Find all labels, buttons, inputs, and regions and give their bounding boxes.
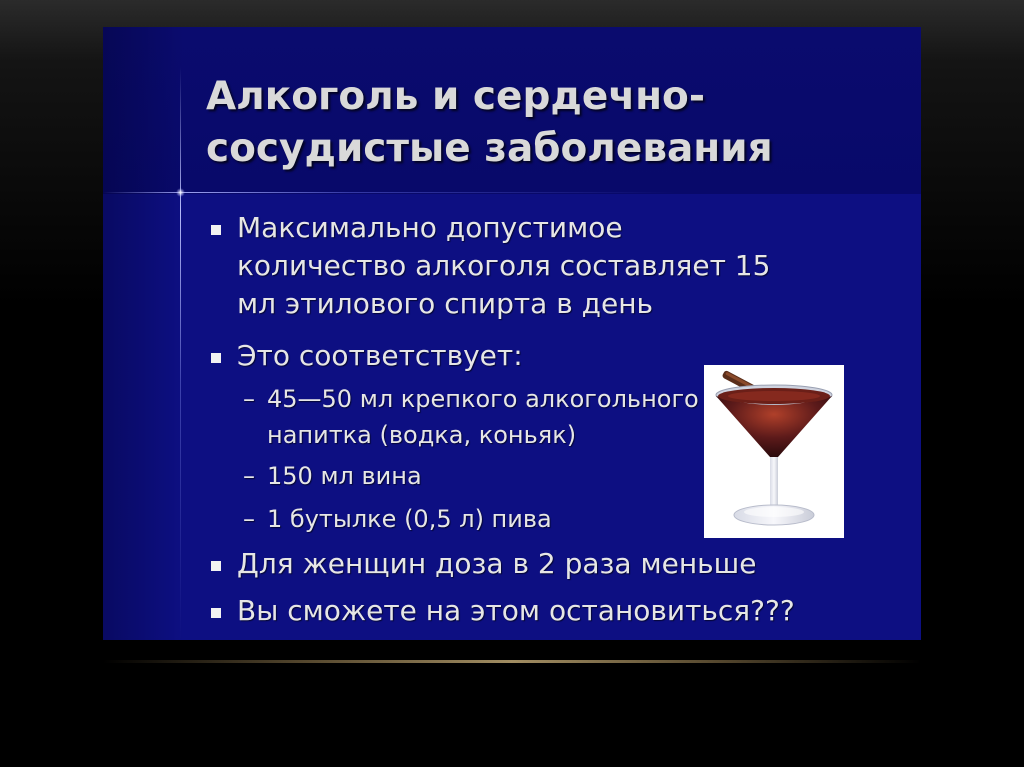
bullet-line: количество алкоголя составляет 15 — [237, 249, 771, 282]
bullet-item — [237, 545, 917, 583]
cocktail-picture — [704, 365, 844, 538]
sub-bullet-line: напитка (водка, коньяк) — [267, 421, 577, 449]
slide — [103, 27, 921, 640]
cocktail-glass-icon — [704, 365, 844, 538]
bullet-line: Вы сможете на этом остановиться??? — [237, 594, 795, 627]
title-line-2: сосудистые заболевания — [206, 126, 773, 171]
bullet-line: Для женщин доза в 2 раза меньше — [237, 547, 757, 580]
sub-bullet-line: 45—50 мл крепкого алкогольного — [267, 385, 699, 413]
sub-bullet-line: 1 бутылке (0,5 л) пива — [267, 505, 552, 533]
sub-bullet-line: 150 мл вина — [267, 462, 422, 490]
sub-bullet-item — [243, 501, 747, 537]
dash-marker: – — [243, 385, 255, 413]
horizontal-accent-line — [103, 192, 921, 193]
bullet-square-icon — [211, 225, 221, 235]
bullet-line: Максимально допустимое — [237, 211, 623, 244]
bullet-item — [237, 592, 917, 630]
bullet-item — [237, 209, 897, 323]
title-line-1: Алкоголь и сердечно- — [206, 74, 706, 119]
dash-marker: – — [243, 462, 255, 490]
slide-reflection-line — [103, 660, 921, 663]
slide-title — [206, 71, 906, 175]
vertical-accent-line — [180, 67, 181, 640]
bullet-line: Это соответствует: — [237, 339, 523, 372]
title-shade — [103, 27, 183, 640]
bullet-square-icon — [211, 561, 221, 571]
dash-marker: – — [243, 505, 255, 533]
bullet-square-icon — [211, 608, 221, 618]
bullet-line: мл этилового спирта в день — [237, 287, 654, 320]
sparkle-icon — [176, 188, 185, 197]
bullet-square-icon — [211, 353, 221, 363]
sub-bullet-item — [243, 458, 747, 494]
sub-bullet-item — [243, 381, 747, 453]
